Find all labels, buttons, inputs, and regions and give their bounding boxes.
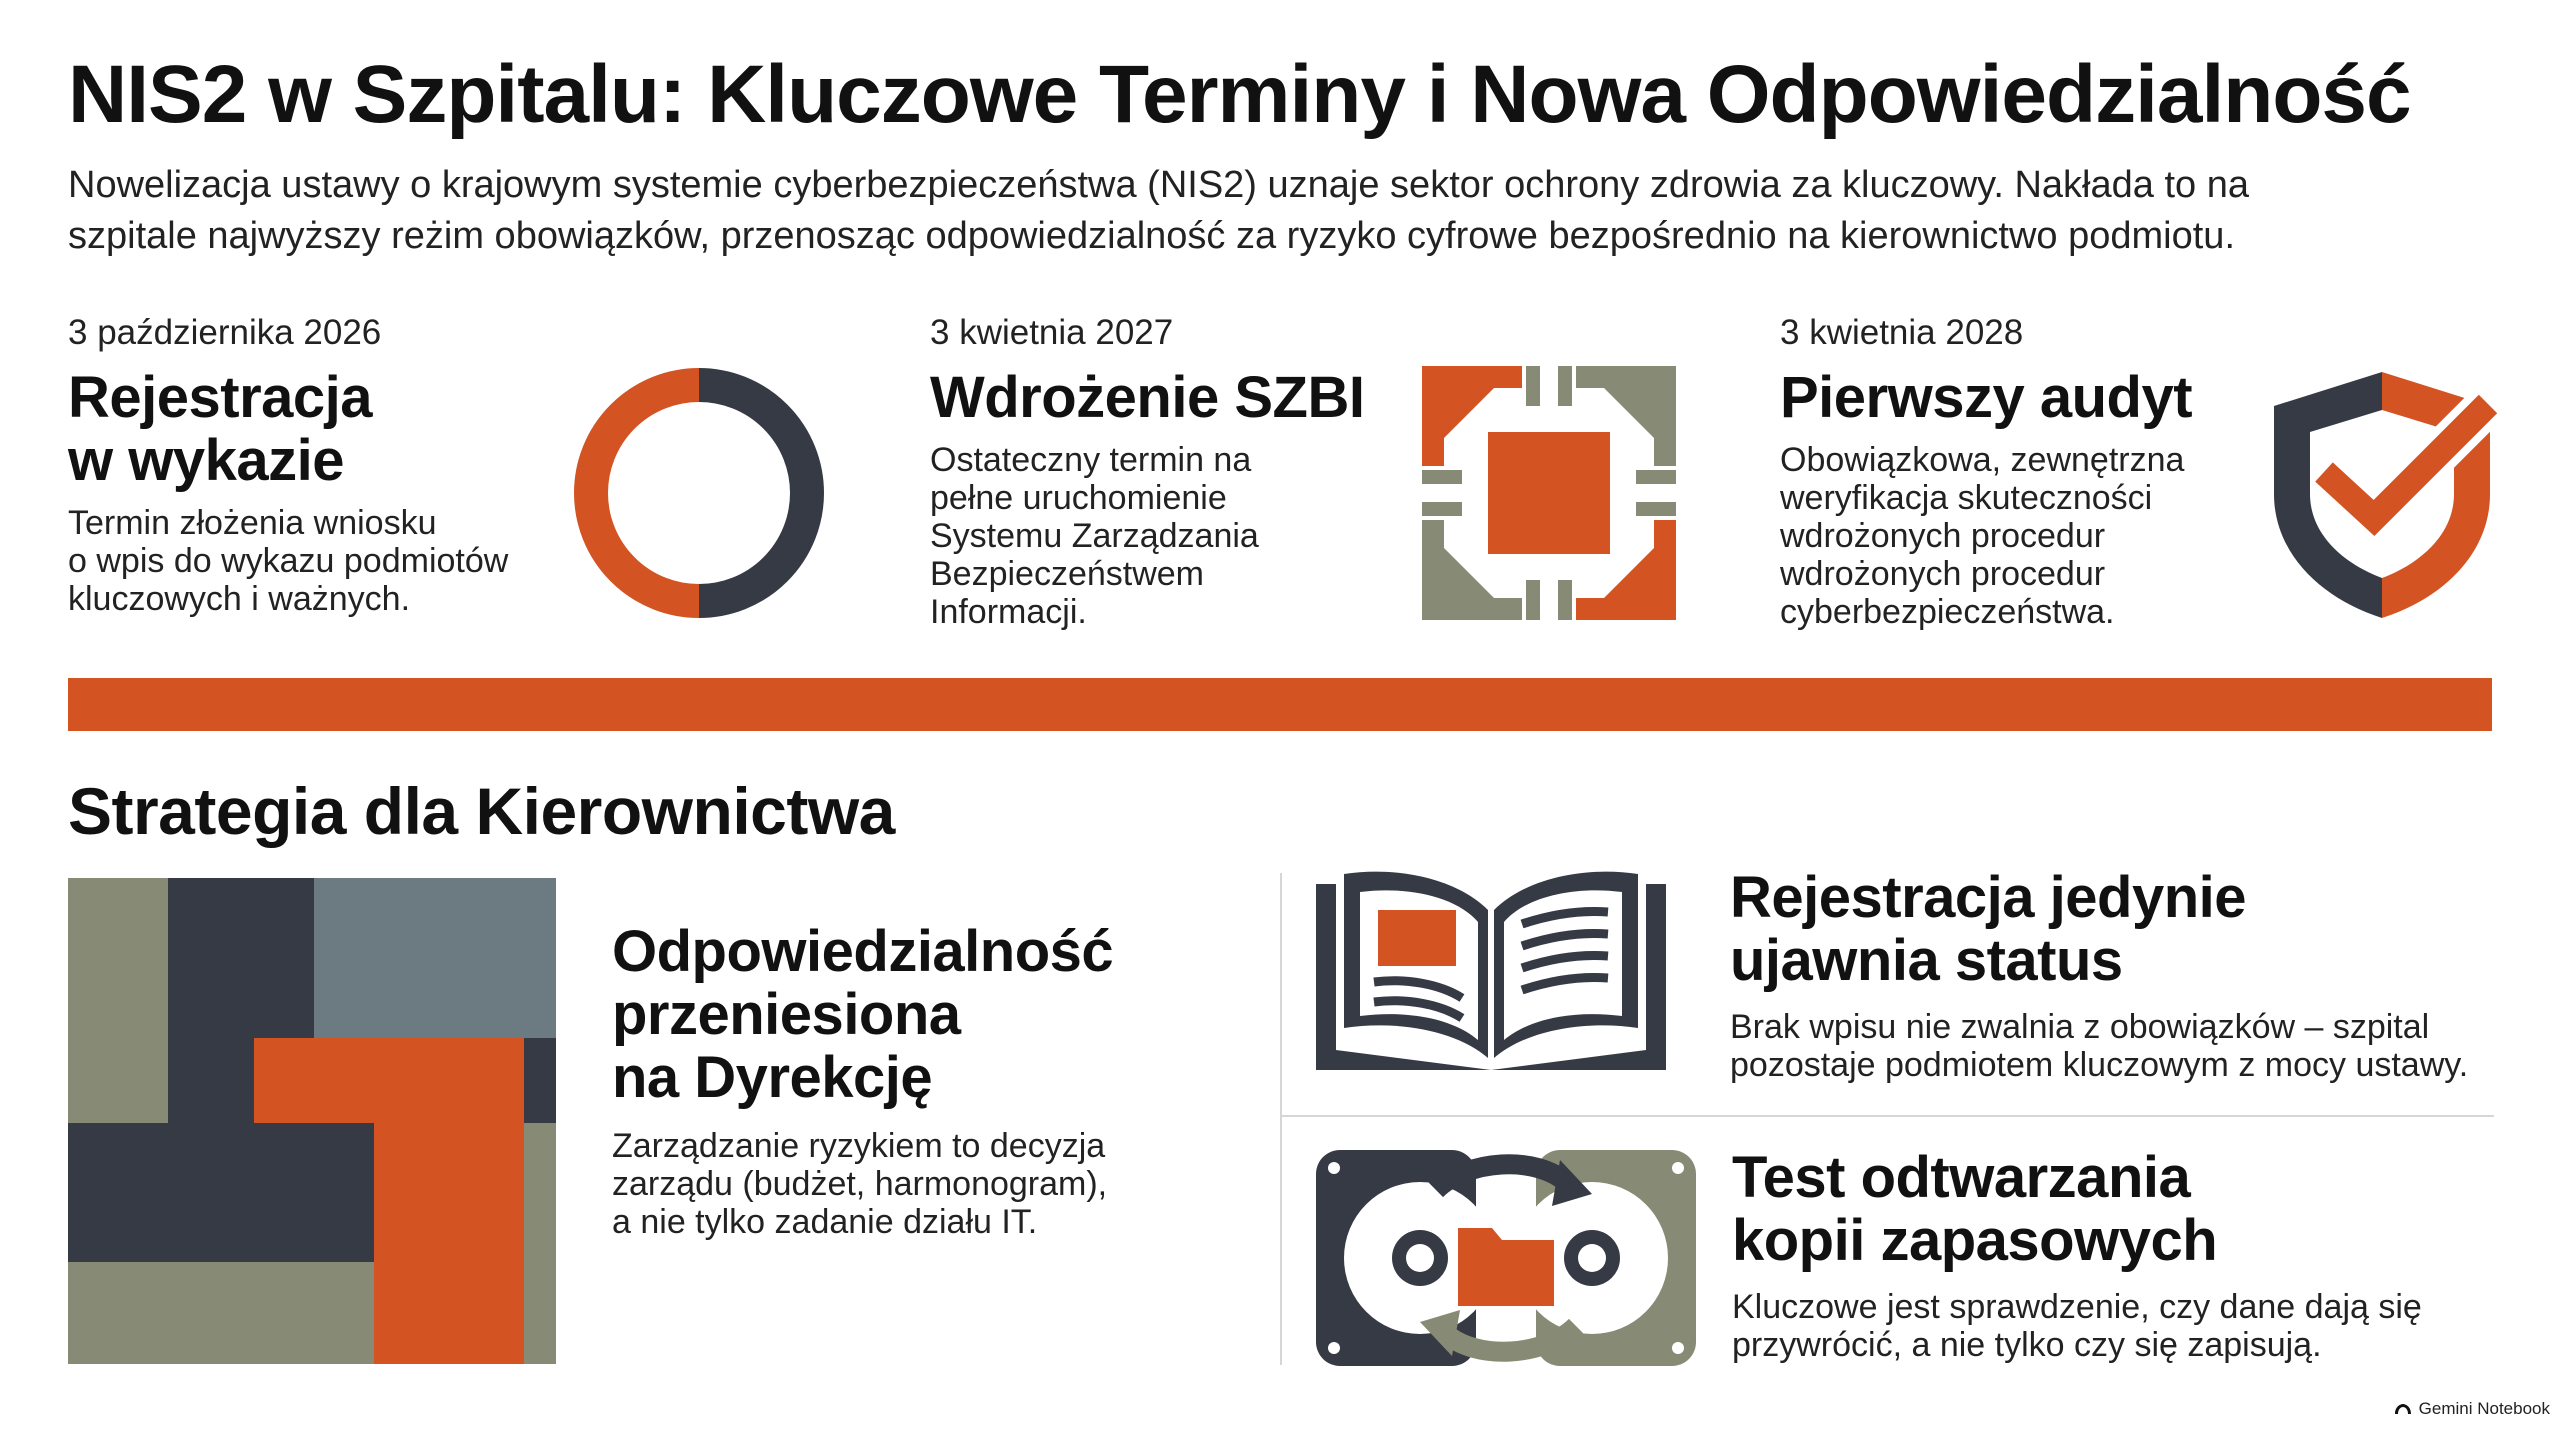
milestone-heading <box>1780 366 2300 429</box>
intro-line: Nowelizacja ustawy o krajowym systemie cyberbezpieczeństwa (NIS2) uznaje sektor ochrony zdrowia za kluczowy. Nakłada to na <box>68 164 2249 206</box>
milestone-date: 3 kwietnia 2028 <box>1780 313 2024 352</box>
backup-restore-icon <box>1316 1150 1696 1366</box>
shield-check-icon <box>2262 364 2502 624</box>
strategy-heading-line: przeniesiona <box>612 982 961 1047</box>
strategy-heading-line: ujawnia status <box>1730 928 2123 993</box>
milestone-description-line: weryfikacja skuteczności <box>1780 479 2153 517</box>
strategy-registration <box>1730 866 2510 1084</box>
row-divider <box>1282 1115 2494 1117</box>
strategy-heading <box>1732 1146 2512 1272</box>
section-divider <box>68 678 2492 731</box>
milestone-audit <box>1780 312 2300 631</box>
strategy-heading-line: kopii zapasowych <box>1732 1208 2218 1273</box>
strategy-description-line: przywrócić, a nie tylko czy się zapisują. <box>1732 1326 2322 1364</box>
milestone-description-line: wdrożonych procedur <box>1780 517 2106 555</box>
brand-name: Gemini Notebook <box>2418 1399 2550 1418</box>
milestone-heading-line: w wykazie <box>68 428 344 493</box>
milestone-description-line: Informacji. <box>930 593 1087 631</box>
milestone-szbi <box>930 312 1450 631</box>
strategy-description-line: Zarządzanie ryzykiem to decyzja <box>612 1127 1106 1165</box>
ring-icon <box>572 366 826 620</box>
strategy-description-line: Kluczowe jest sprawdzenie, czy dane dają się <box>1732 1288 2422 1326</box>
milestone-registration <box>68 312 588 618</box>
milestone-description-line: Bezpieczeństwem <box>930 555 1205 593</box>
milestone-description-line: Termin złożenia wniosku <box>68 504 437 542</box>
milestone-description-line: Obowiązkowa, zewnętrzna <box>1780 441 2185 479</box>
open-book-icon <box>1316 870 1666 1070</box>
milestone-description-line: cyberbezpieczeństwa. <box>1780 593 2115 631</box>
strategy-description-line: zarządu (budżet, harmonogram), <box>612 1165 1108 1203</box>
strategy-responsibility <box>612 920 1232 1241</box>
milestone-description-line: kluczowych i ważnych. <box>68 580 411 618</box>
milestone-date: 3 kwietnia 2027 <box>930 313 1174 352</box>
page-title: NIS2 w Szpitalu: Kluczowe Terminy i Nowa Odpowiedzialność <box>68 49 2411 140</box>
notebook-logo-icon <box>2393 1402 2413 1416</box>
milestone-heading-line: Pierwszy audyt <box>1780 365 2193 430</box>
milestone-description-line: Systemu Zarządzania <box>930 517 1259 555</box>
milestone-description <box>930 441 1450 631</box>
strategy-heading-line: na Dyrekcję <box>612 1045 933 1110</box>
strategy-description-line: Brak wpisu nie zwalnia z obowiązków – szpital <box>1730 1008 2430 1046</box>
milestone-description <box>68 504 588 618</box>
milestone-description-line: wdrożonych procedur <box>1780 555 2106 593</box>
strategy-description-line: pozostaje podmiotem kluczowym z mocy ustawy. <box>1730 1046 2469 1084</box>
strategy-description <box>1732 1288 2512 1364</box>
strategy-description <box>1730 1008 2510 1084</box>
milestone-heading <box>930 366 1450 429</box>
block-mosaic-icon <box>68 878 556 1364</box>
milestone-heading-line: Wdrożenie SZBI <box>930 365 1365 430</box>
strategy-heading-line: Odpowiedzialność <box>612 919 1114 984</box>
brand-watermark <box>2393 1399 2550 1419</box>
strategy-heading <box>1730 866 2510 992</box>
strategy-heading <box>612 920 1232 1109</box>
milestone-heading <box>68 366 588 492</box>
milestone-date: 3 października 2026 <box>68 313 382 352</box>
strategy-heading-line: Rejestracja jedynie <box>1730 865 2247 930</box>
strategy-backup <box>1732 1146 2512 1364</box>
column-divider <box>1280 873 1282 1365</box>
milestone-description-line: pełne uruchomienie <box>930 479 1227 517</box>
milestone-description-line: o wpis do wykazu podmiotów <box>68 542 509 580</box>
strategy-heading-line: Test odtwarzania <box>1732 1145 2191 1210</box>
intro-text <box>68 160 2488 262</box>
strategy-description <box>612 1127 1232 1241</box>
intro-line: szpitale najwyższy reżim obowiązków, przenosząc odpowiedzialność za ryzyko cyfrowe bezpośrednio na kierownictwo podmiotu. <box>68 215 2236 257</box>
milestone-description-line: Ostateczny termin na <box>930 441 1252 479</box>
section-title: Strategia dla Kierownictwa <box>68 774 895 848</box>
converge-square-icon <box>1422 366 1676 620</box>
milestone-description <box>1780 441 2300 631</box>
strategy-description-line: a nie tylko zadanie działu IT. <box>612 1203 1038 1241</box>
milestone-heading-line: Rejestracja <box>68 365 373 430</box>
